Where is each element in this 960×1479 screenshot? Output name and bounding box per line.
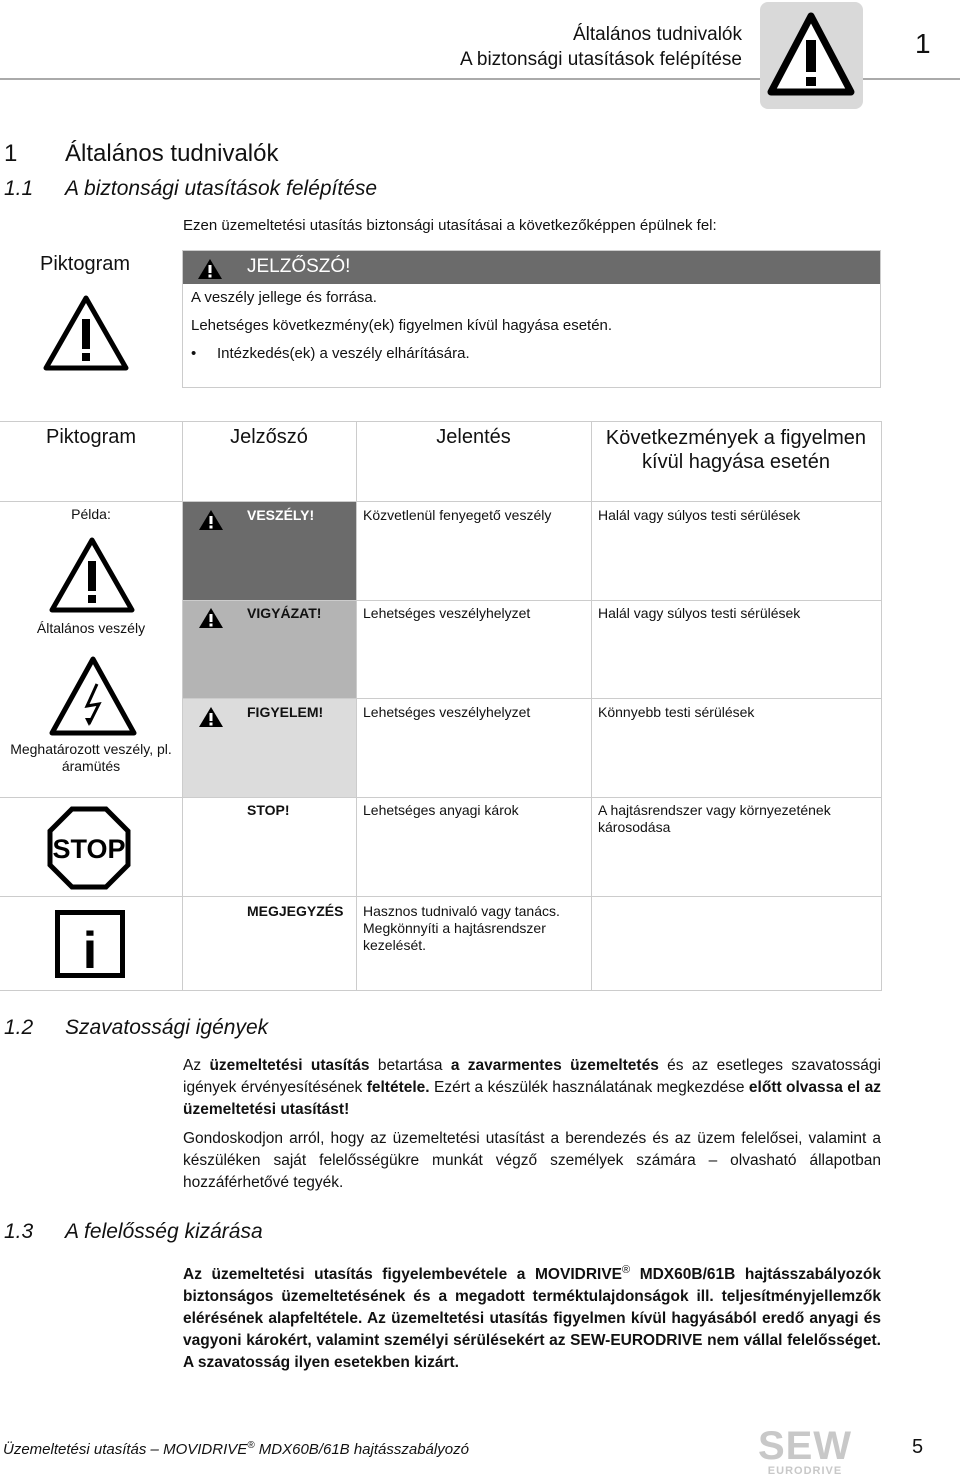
- header-title-block: [460, 22, 742, 72]
- signal-word-table: [0, 421, 882, 991]
- header-subtitle: A biztonsági utasítások felépítése: [459, 49, 742, 70]
- page-number: 5: [912, 1436, 924, 1458]
- heading-1-2-text: Szavatossági igények: [65, 1016, 269, 1039]
- sew-logo-bottom: EURODRIVE: [767, 1465, 843, 1477]
- heading-1-num: 1: [4, 140, 18, 167]
- consequence-warning: Halál vagy súlyos testi sérülések: [598, 605, 801, 621]
- warranty-text-run: előtt olvassa el az üzemeltetési utasítást!: [183, 1079, 881, 1118]
- signal-word: JELZŐSZÓ!: [247, 256, 351, 277]
- sew-logo-top: SEW: [757, 1424, 853, 1468]
- heading-1: [4, 140, 279, 168]
- heading-1-text: Általános tudnivalók: [65, 140, 279, 167]
- general-danger-label: Általános veszély: [36, 620, 146, 636]
- signal-word-warning: VIGYÁZAT!: [247, 605, 322, 621]
- stop-sign-text: STOP: [52, 834, 126, 864]
- warranty-paragraph-1: [183, 1055, 881, 1121]
- heading-1-1-text: A biztonsági utasítások felépítése: [65, 177, 378, 200]
- warranty-text-run: feltétele.: [366, 1079, 430, 1096]
- col-header-signal-word: Jelzőszó: [230, 426, 308, 448]
- registered-mark: ®: [622, 1264, 631, 1276]
- heading-1-1: [4, 177, 378, 201]
- heading-1-3: [4, 1220, 263, 1244]
- meaning-caution: Lehetséges veszélyhelyzet: [363, 704, 531, 720]
- electric-shock-icon: [47, 654, 139, 738]
- signal-word-stop: STOP!: [247, 802, 290, 818]
- header-title: Általános tudnivalók: [573, 24, 742, 45]
- heading-1-2-num: 1.2: [4, 1016, 34, 1039]
- danger-measure: • Intézkedés(ek) a veszély elhárítására.: [191, 345, 470, 362]
- sew-logo: [752, 1424, 858, 1477]
- footer-text-end: MDX60B/61B hajtásszabályozó: [254, 1441, 469, 1458]
- warning-triangle-icon: [760, 2, 863, 109]
- col-header-consequences: Következmények a figyelmen kívül hagyása esetén: [605, 427, 867, 473]
- warning-small-icon: [197, 258, 223, 280]
- general-danger-icon: [48, 535, 136, 615]
- consequence-caution: Könnyebb testi sérülések: [598, 704, 755, 720]
- danger-nature: A veszély jellege és forrása.: [191, 289, 377, 306]
- warranty-text-run: Az: [183, 1057, 210, 1074]
- meaning-danger: Közvetlenül fenyegető veszély: [363, 507, 552, 523]
- heading-1-3-text: A felelősség kizárása: [65, 1220, 263, 1243]
- liability-paragraph: [183, 1259, 881, 1374]
- col-header-piktogram: Piktogram: [45, 426, 137, 448]
- footer-registered-mark: ®: [247, 1440, 255, 1451]
- warranty-text-run: üzemeltetési utasítás: [209, 1057, 370, 1074]
- footer-doc-title: [3, 1440, 469, 1458]
- warning-small-icon: [198, 706, 224, 728]
- meaning-note: Hasznos tudnivaló vagy tanács. Megkönnyíti a hajtásrendszer kezelését.: [363, 903, 560, 953]
- signal-word-note: MEGJEGYZÉS: [247, 903, 344, 919]
- stop-sign-icon: [47, 806, 131, 890]
- specific-danger-label: Meghatározott veszély, pl. áramütés: [10, 741, 172, 774]
- warranty-text-run: betartása: [369, 1057, 451, 1074]
- example-label: Példa:: [71, 506, 111, 522]
- piktogram-label: Piktogram: [40, 253, 131, 275]
- liability-text-start: Az üzemeltetési utasítás figyelembevétele a MOVIDRIVE: [183, 1266, 622, 1284]
- signal-word-danger: VESZÉLY!: [247, 507, 315, 523]
- general-danger-icon: [42, 293, 130, 373]
- danger-consequence: Lehetséges következmény(ek) figyelmen kívül hagyása esetén.: [191, 317, 613, 334]
- liability-text-end: MDX60B/61B hajtásszabályozók biztonságos üzemeltetésének és a megadott terméktulajdonságok ill. teljesítményjellemzők elérésének alapfeltétele. Az üzemeltetési utasítás figyelmen kívül hagyásából eredő anyagi és vagyoni károkért, valamint személyi sérülésekért az SEW-EURODRIVE nem vállal felelősséget. A szavatosság ilyen esetekben kizárt.: [183, 1266, 881, 1372]
- warning-small-icon: [198, 607, 224, 629]
- consequence-danger: Halál vagy súlyos testi sérülések: [598, 507, 801, 523]
- signal-word-bar: [183, 251, 880, 284]
- danger-measure-text: Intézkedés(ek) a veszély elhárítására.: [217, 345, 470, 362]
- footer-text-start: Üzemeltetési utasítás – MOVIDRIVE: [3, 1441, 248, 1458]
- warranty-paragraph-2: Gondoskodjon arról, hogy az üzemeltetési utasítást a berendezés és az üzem felelősei, valamint a készüléken saját felelősségükre munkát végző személyek számára – olvasható állapotban hozzáférhetővé tegyék.: [183, 1130, 881, 1191]
- header-warning-box: [760, 2, 863, 109]
- heading-1-2: [4, 1016, 269, 1040]
- signal-word-caution: FIGYELEM!: [247, 704, 324, 720]
- intro-text: Ezen üzemeltetési utasítás biztonsági utasításai a következőképpen épülnek fel:: [183, 217, 717, 234]
- info-icon-text: i: [82, 922, 98, 978]
- warning-small-icon: [198, 509, 224, 531]
- consequence-stop: A hajtásrendszer vagy környezetének károsodása: [598, 802, 831, 835]
- safety-notice-box: [182, 250, 881, 388]
- warranty-text-run: a zavarmentes üzemeltetés: [450, 1057, 659, 1074]
- meaning-warning: Lehetséges veszélyhelyzet: [363, 605, 531, 621]
- meaning-stop: Lehetséges anyagi károk: [363, 802, 519, 818]
- chapter-number: 1: [915, 28, 931, 59]
- info-icon: [55, 910, 125, 978]
- heading-1-3-num: 1.3: [4, 1220, 34, 1243]
- warranty-text-run: Ezért a készülék használatának megkezdése: [429, 1079, 749, 1096]
- warranty-text-run: és az esetleges szavatossági igények érvényesítésének: [183, 1057, 881, 1096]
- heading-1-1-num: 1.1: [4, 177, 34, 200]
- col-header-meaning: Jelentés: [436, 426, 511, 448]
